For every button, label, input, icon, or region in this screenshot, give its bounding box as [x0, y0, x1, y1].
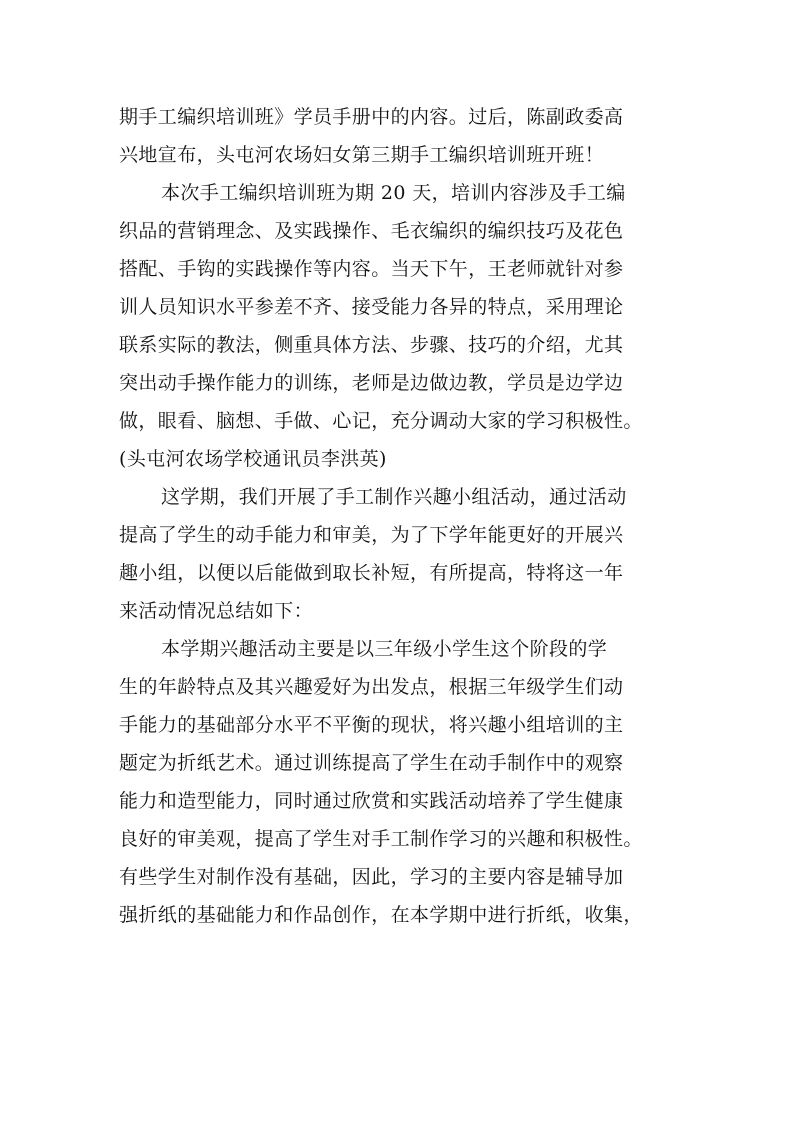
text-line: 搭配、手钩的实践操作等内容。当天下午，王老师就针对参	[119, 258, 624, 280]
text-line: 有些学生对制作没有基础，因此，学习的主要内容是辅导加	[119, 866, 624, 888]
text-line: 突出动手操作能力的训练，老师是边做边教，学员是边学边	[119, 372, 624, 394]
text-line: 训人员知识水平参差不齐、接受能力各异的特点，采用理论	[119, 296, 624, 318]
text-line: 期手工编织培训班》学员手册中的内容。过后，陈副政委高	[119, 106, 624, 128]
text-line: 题定为折纸艺术。通过训练提高了学生在动手制作中的观察	[119, 752, 624, 774]
text-line: 生的年龄特点及其兴趣爱好为出发点，根据三年级学生们动	[119, 676, 624, 698]
text-line: 提高了学生的动手能力和审美，为了下学年能更好的开展兴	[119, 524, 624, 546]
text-line: 良好的审美观，提高了学生对手工制作学习的兴趣和积极性。	[119, 828, 643, 850]
byline: (头屯河农场学校通讯员李洪英)	[119, 448, 387, 470]
text-line: 强折纸的基础能力和作品创作，在本学期中进行折纸，收集，	[119, 904, 643, 926]
text-line: 来活动情况总结如下：	[119, 600, 314, 622]
text-line: 趣小组，以便以后能做到取长补短，有所提高，特将这一年	[119, 562, 624, 584]
text-line: 联系实际的教法，侧重具体方法、步骤、技巧的介绍，尤其	[119, 334, 624, 356]
document-body	[119, 98, 681, 934]
text-line: 兴地宣布，头屯河农场妇女第三期手工编织培训班开班！	[119, 144, 605, 166]
paragraph-start-line: 本次手工编织培训班为期 20 天，培训内容涉及手工编	[161, 182, 626, 204]
text-line: 能力和造型能力，同时通过欣赏和实践活动培养了学生健康	[119, 790, 624, 812]
text-line: 做，眼看、脑想、手做、心记，充分调动大家的学习积极性。	[119, 410, 643, 432]
text-line: 手能力的基础部分水平不平衡的现状，将兴趣小组培训的主	[119, 714, 624, 736]
text-line: 织品的营销理念、及实践操作、毛衣编织的编织技巧及花色	[119, 220, 624, 242]
paragraph-start-line: 本学期兴趣活动主要是以三年级小学生这个阶段的学	[161, 638, 608, 660]
paragraph-start-line: 这学期，我们开展了手工制作兴趣小组活动，通过活动	[161, 486, 627, 508]
